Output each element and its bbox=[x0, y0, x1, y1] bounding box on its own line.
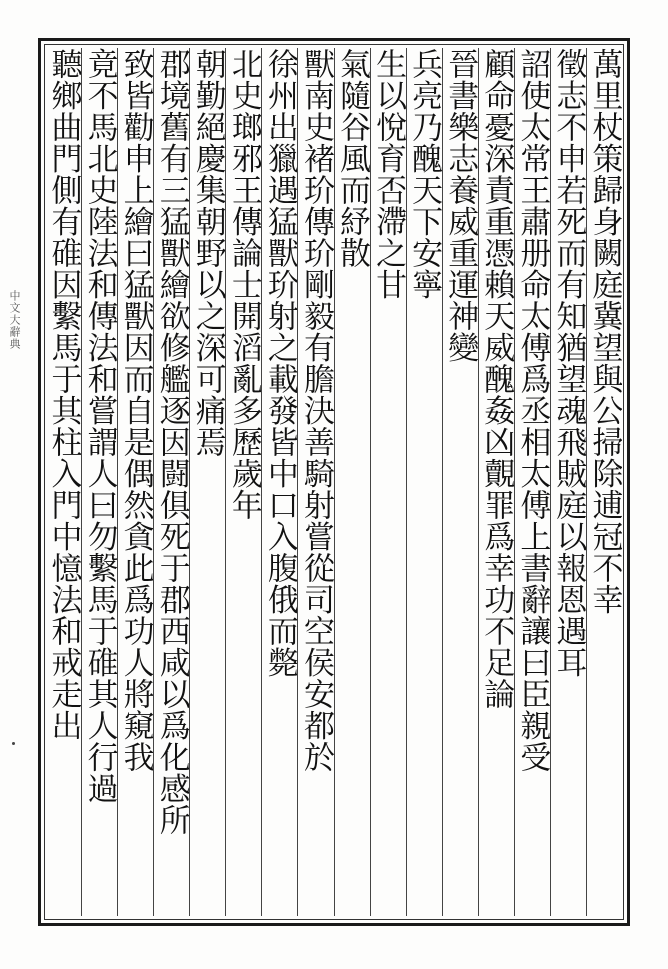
column-text: 郡境舊有三猛獸繪欲修艦逐因闘俱死于郡西咸以爲化感所 bbox=[153, 48, 190, 836]
text-column bbox=[261, 48, 297, 916]
text-column bbox=[46, 48, 81, 916]
margin-label: 中文大辭典 bbox=[8, 290, 21, 350]
column-text: 晉書樂志養威重運神變 bbox=[442, 48, 478, 363]
text-column bbox=[370, 48, 406, 916]
column-text: 顧命憂深責重憑賴天威醜姦凶覿罪爲幸功不足論 bbox=[478, 48, 514, 710]
text-column bbox=[514, 48, 550, 916]
text-column bbox=[81, 48, 117, 916]
column-text: 朝勤絕慶集朝野以之深可痛焉 bbox=[189, 48, 226, 458]
text-column bbox=[189, 48, 225, 916]
text-column bbox=[550, 48, 586, 916]
column-text: 北史瑯邪王傳論士開滔亂多歷歲年 bbox=[225, 48, 262, 521]
text-column bbox=[406, 48, 442, 916]
text-column bbox=[225, 48, 261, 916]
column-text: 致皆勸申上繪曰猛獸因而自是偶然貪此爲功人將窺我 bbox=[117, 48, 154, 773]
column-text: 徵志不申若死而有知猶望魂飛賊庭以報恩遇耳 bbox=[550, 48, 586, 678]
text-column bbox=[153, 48, 189, 916]
text-column bbox=[117, 48, 153, 916]
column-text: 氣隨谷風而紓散 bbox=[334, 48, 370, 269]
column-text: 聽鄉曲門側有碓因繫馬于其柱入門中憶法和戒走出 bbox=[46, 48, 82, 741]
column-text: 獸南史褚玠傳玠剛毅有膽決善騎射嘗從司空侯安都於 bbox=[297, 48, 334, 773]
text-column bbox=[334, 48, 370, 916]
column-text: 詔使太常王肅册命太傅爲丞相太傅上書辭讓曰臣親受 bbox=[514, 48, 550, 773]
column-text: 兵亮乃醜天下安寧 bbox=[406, 48, 442, 300]
margin-mark-speck bbox=[12, 742, 15, 745]
text-column bbox=[442, 48, 478, 916]
column-text: 生以悅育否滯之甘 bbox=[370, 48, 406, 300]
text-column bbox=[586, 48, 622, 916]
text-column bbox=[478, 48, 514, 916]
column-text: 徐州出獵遇猛獸玠射之載發皆中口入腹俄而斃 bbox=[261, 48, 298, 678]
column-text: 竟不馬北史陸法和傳法和嘗謂人曰勿繫馬于碓其人行過 bbox=[81, 48, 118, 804]
column-text: 萬里杖策歸身闕庭冀望與公掃除逋冠不幸 bbox=[586, 48, 622, 615]
text-columns bbox=[46, 48, 622, 916]
text-column bbox=[297, 48, 333, 916]
